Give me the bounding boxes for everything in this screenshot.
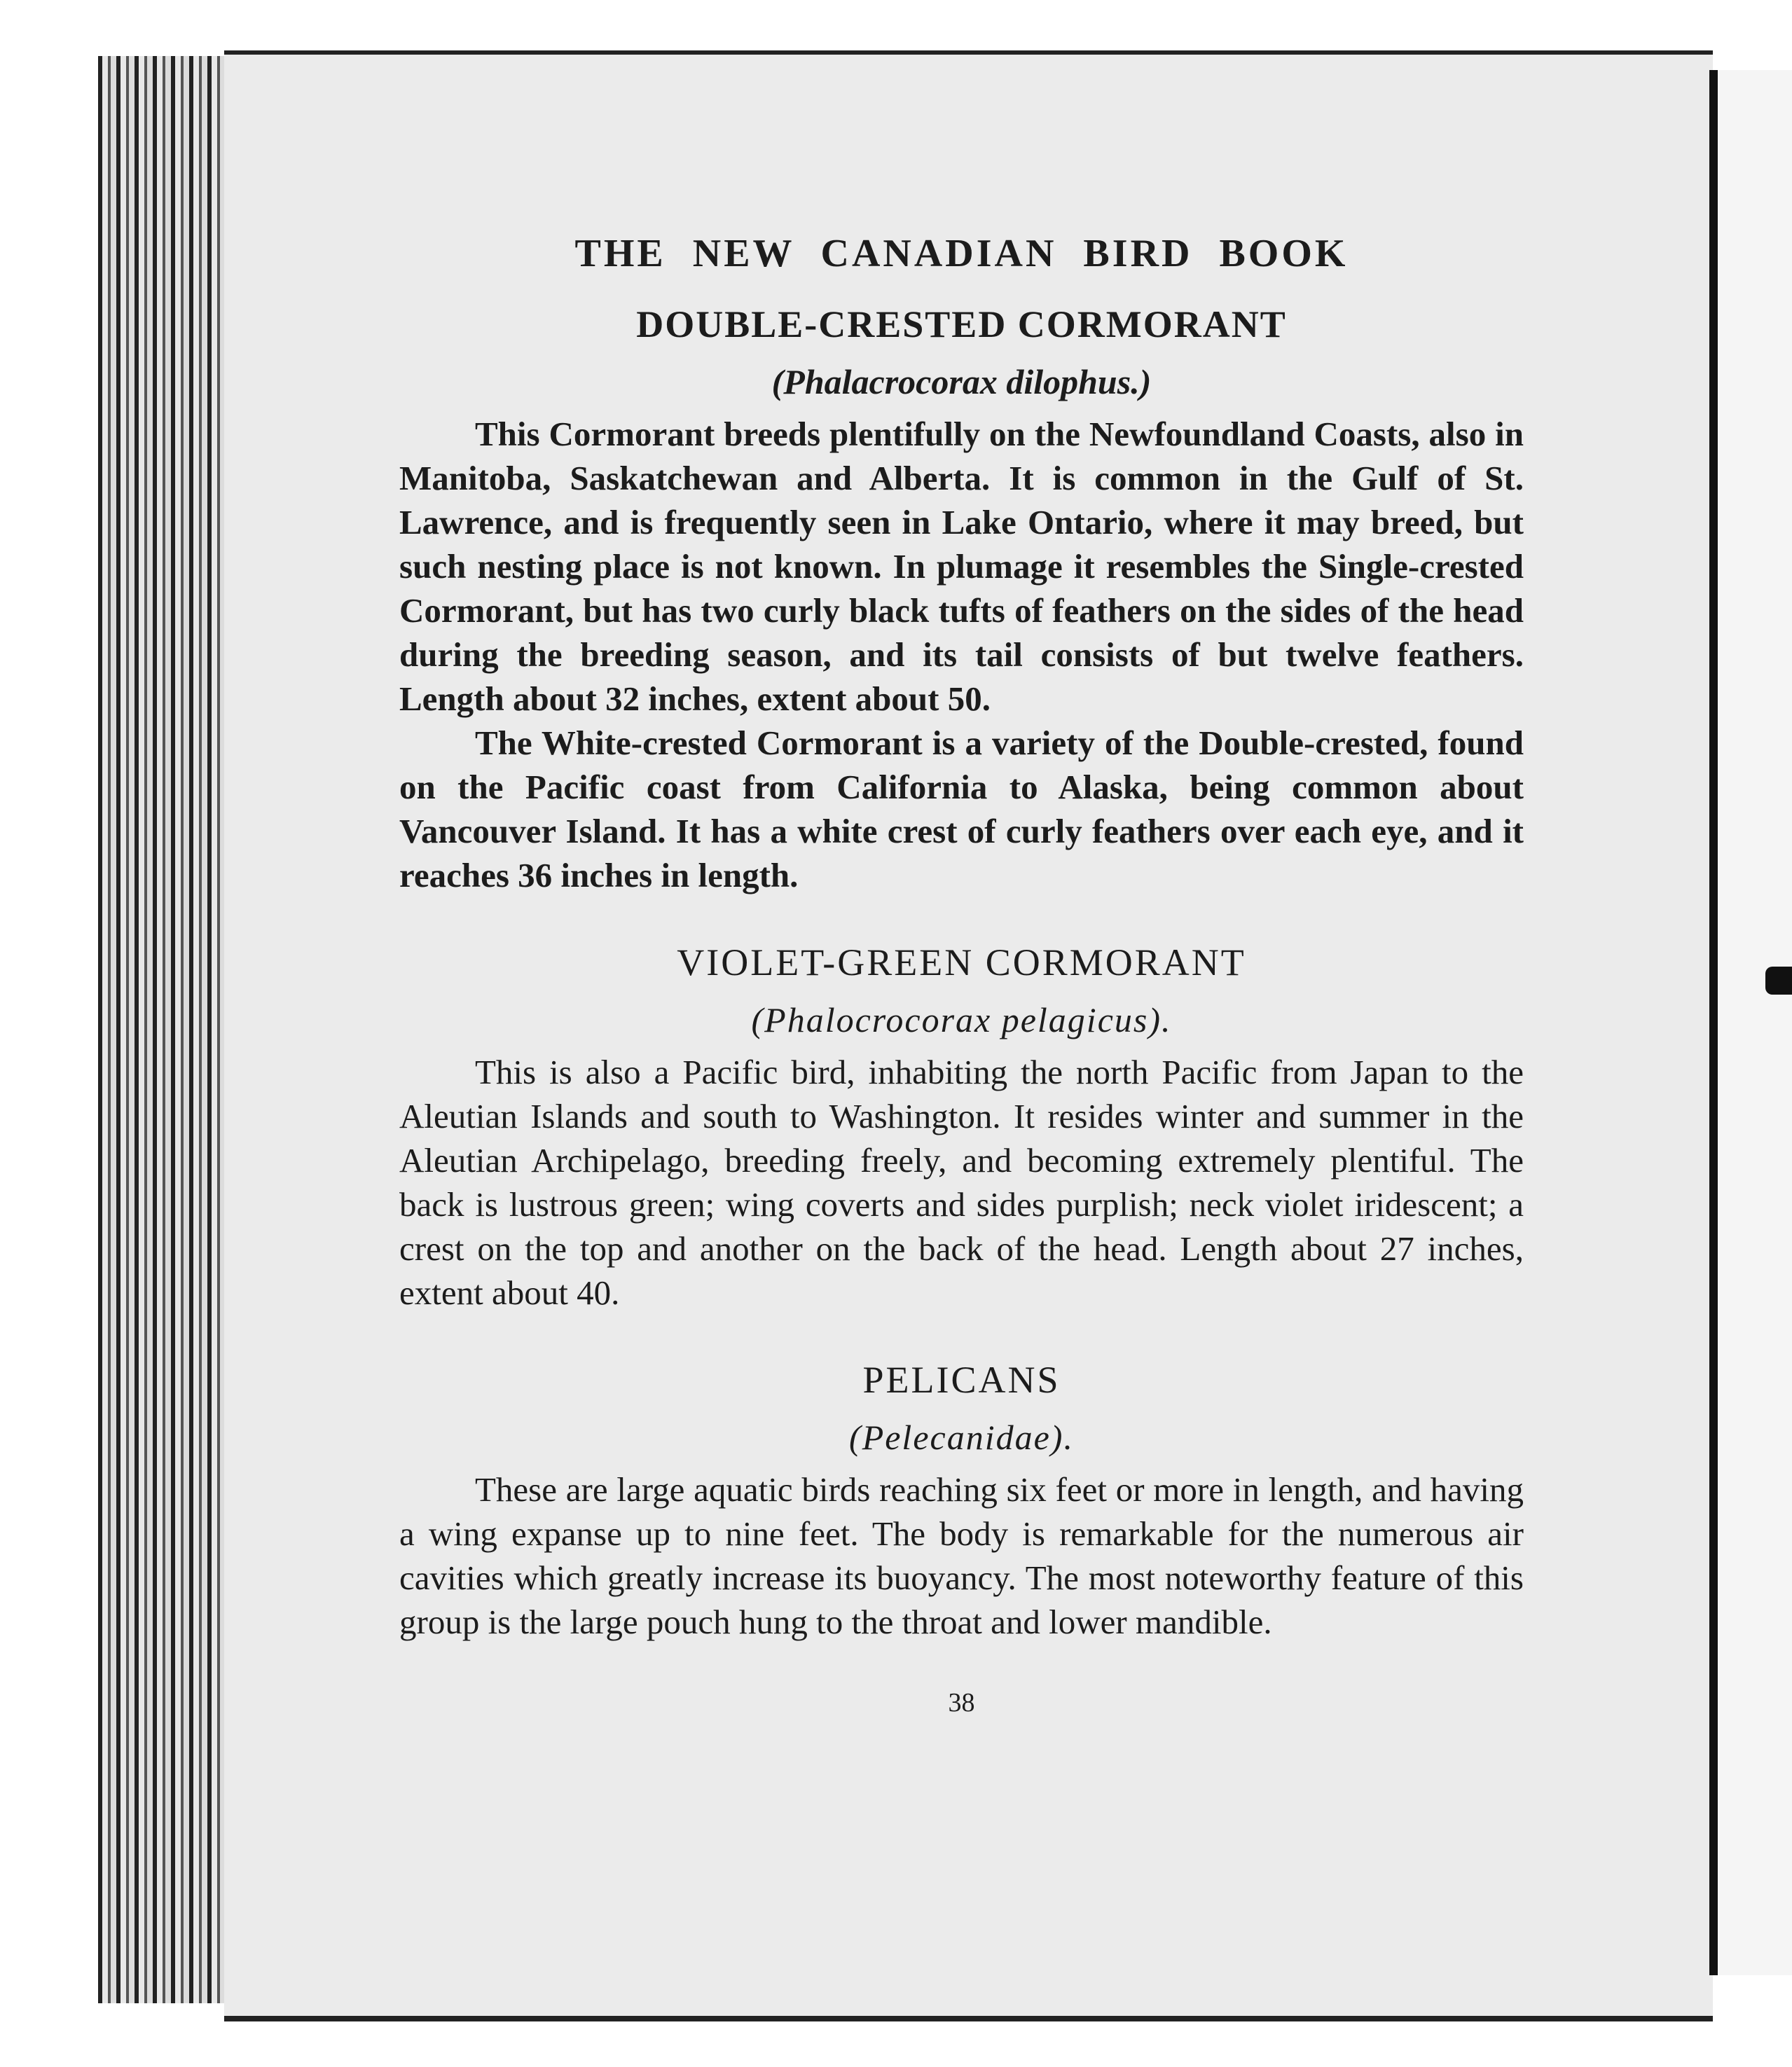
latin-name-violet-green-cormorant: (Phalocrocorax pelagicus). [751, 1000, 1172, 1039]
section-title-double-crested-cormorant: DOUBLE-CRESTED CORMORANT [636, 303, 1287, 345]
gutter-shadow [1709, 70, 1718, 1975]
facing-page-mark [1765, 967, 1792, 995]
facing-page-edge [1718, 70, 1792, 1975]
section-title-violet-green-cormorant: VIOLET-GREEN CORMORANT [677, 941, 1246, 983]
paragraph-double-crested-cormorant-2: The White-crested Cormorant is a variety of the Double-crested, found on the Pacific coast from California to Alaska, being common about Vancouver Island. It has a white crest of curly feathers over each eye, and it reaches 36 inches in length. [399, 724, 1524, 894]
page-content [399, 231, 1524, 1718]
page-number: 38 [948, 1688, 975, 1717]
book-page-edges [98, 56, 224, 2003]
latin-name-pelicans: (Pelecanidae). [849, 1418, 1074, 1457]
latin-name-double-crested-cormorant: (Phalacrocorax dilophus.) [771, 362, 1152, 401]
section-title-pelicans: PELICANS [862, 1359, 1061, 1401]
paragraph-violet-green-cormorant: This is also a Pacific bird, inhabiting the north Pacific from Japan to the Aleutian Islands and south to Washington. It resides winter and summer in the Aleutian Archipelago, breeding freely, and becoming extremely plentiful. The back is lustrous green; wing coverts and sides purplish; neck violet iridescent; a crest on the top and another on the back of the head. Length about 27 inches, extent about 40. [399, 1053, 1524, 1312]
running-head: THE NEW CANADIAN BIRD BOOK [574, 232, 1349, 275]
paragraph-double-crested-cormorant-1: This Cormorant breeds plentifully on the Newfoundland Coasts, also in Manitoba, Saskatchewan and Alberta. It is common in the Gulf of St. Lawrence, and is frequently seen in Lake Ontario, where it may breed, but such nesting place is not known. In plumage it resembles the Single-crested Cormorant, but has two curly black tufts of feathers on the sides of the head during the breeding season, and its tail consists of but twelve feathers. Length about 32 inches, extent about 50. [399, 415, 1524, 718]
paragraph-pelicans: These are large aquatic birds reaching six feet or more in length, and having a wing expanse up to nine feet. The body is remarkable for the numerous air cavities which greatly increase its buoyancy. The most noteworthy feature of this group is the large pouch hung to the throat and lower mandible. [399, 1470, 1524, 1641]
